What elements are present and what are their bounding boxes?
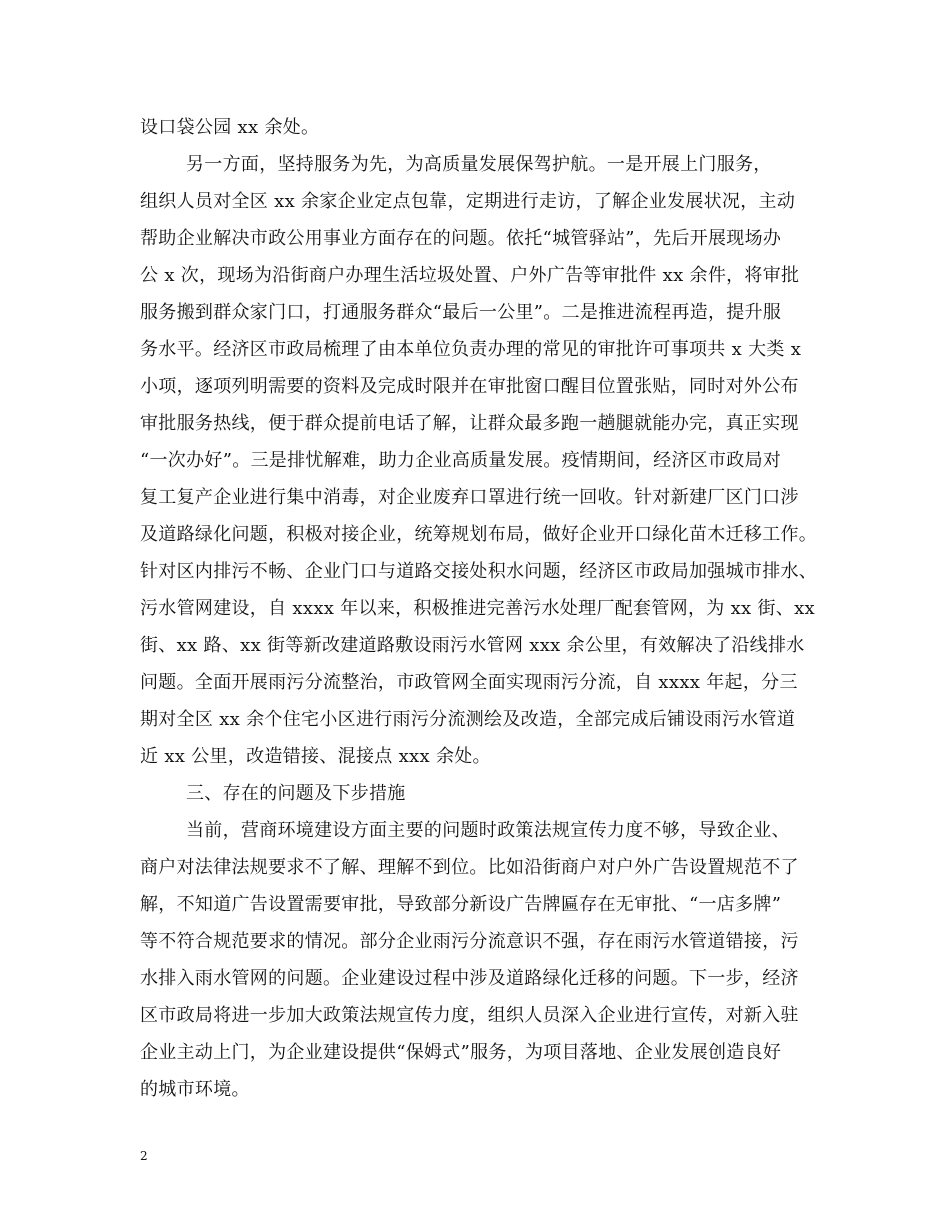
- text-line: 设口袋公园 xx 余处。: [140, 117, 320, 138]
- text-line: 公 x 次，现场为沿街商户办理生活垃圾处置、户外广告等审批件 xx 余件，将审批: [140, 265, 800, 286]
- text-line: 组织人员对全区 xx 余家企业定点包靠，定期进行走访，了解企业发展状况，主动: [140, 191, 796, 212]
- text-line: 小项，逐项列明需要的资料及完成时限并在审批窗口醒目位置张贴，同时对外公布: [140, 376, 799, 397]
- text-line: 商户对法律法规要求不了解、理解不到位。比如沿街商户对户外广告设置规范不了: [140, 857, 799, 878]
- text-line: 及道路绿化问题，积极对接企业，统筹规划布局，做好企业开口绿化苗木迁移工作。: [140, 524, 818, 545]
- text-line: 解，不知道广告设置需要审批，导致部分新设广告牌匾存在无审批、“一店多牌”: [140, 894, 782, 915]
- text-line: 企业主动上门，为企业建设提供“保姆式”服务，为项目落地、企业发展创造良好: [140, 1042, 782, 1063]
- text-line: 复工复产企业进行集中消毒，对企业废弃口罩进行统一回收。针对新建厂区门口涉: [140, 487, 799, 508]
- page-number: 2: [140, 1149, 148, 1163]
- section-heading: 三、存在的问题及下步措施: [186, 783, 406, 804]
- text-line: 近 xx 公里，改造错接、混接点 xxx 余处。: [140, 746, 491, 767]
- text-line: 期对全区 xx 余个住宅小区进行雨污分流测绘及改造，全部完成后铺设雨污水管道: [140, 709, 796, 730]
- text-line: 的城市环境。: [140, 1079, 250, 1100]
- text-line: 问题。全面开展雨污分流整治，市政管网全面实现雨污分流，自 xxxx 年起，分三: [140, 672, 798, 693]
- text-line: 帮助企业解决市政公用事业方面存在的问题。依托“城管驿站”，先后开展现场办: [140, 228, 782, 249]
- text-line: 服务搬到群众家门口，打通服务群众“最后一公里”。二是推进流程再造，提升服: [140, 302, 782, 323]
- paragraph-start-line: 当前，营商环境建设方面主要的问题时政策法规宣传力度不够，导致企业、: [186, 820, 790, 841]
- text-line: 区市政局将进一步加大政策法规宣传力度，组织人员深入企业进行宣传，对新入驻: [140, 1005, 799, 1026]
- text-line: 务水平。经济区市政局梳理了由本单位负责办理的常见的审批许可事项共 x 大类 x: [140, 339, 802, 360]
- text-line: 等不符合规范要求的情况。部分企业雨污分流意识不强，存在雨污水管道错接，污: [140, 931, 799, 952]
- text-line: 审批服务热线，便于群众提前电话了解，让群众最多跑一趟腿就能办完，真正实现: [140, 413, 799, 434]
- paragraph-start-line: 另一方面，坚持服务为先，为高质量发展保驾护航。一是开展上门服务，: [186, 154, 772, 175]
- text-line: 污水管网建设，自 xxxx 年以来，积极推进完善污水处理厂配套管网，为 xx 街、xx: [140, 598, 815, 619]
- text-line: 街、xx 路、xx 街等新改建道路敷设雨污水管网 xxx 余公里，有效解决了沿线排水: [140, 635, 805, 656]
- text-line: 水排入雨水管网的问题。企业建设过程中涉及道路绿化迁移的问题。下一步，经济: [140, 968, 799, 989]
- text-line: 针对区内排污不畅、企业门口与道路交接处积水问题，经济区市政局加强城市排水、: [140, 561, 818, 582]
- text-line: “一次办好”。三是排忧解难，助力企业高质量发展。疫情期间，经济区市政局对: [140, 450, 782, 471]
